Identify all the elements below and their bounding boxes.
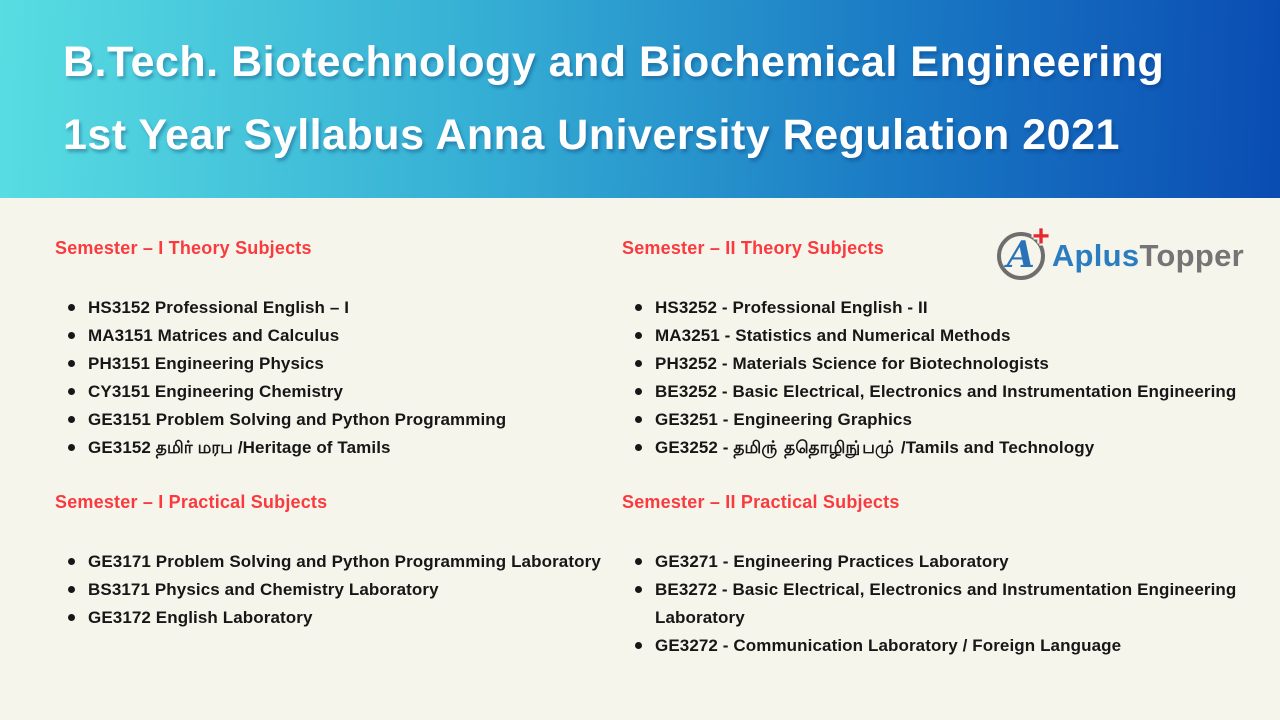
bullet-dot-icon xyxy=(68,416,75,423)
bullet-dot-icon xyxy=(68,332,75,339)
list-item xyxy=(55,576,622,604)
subject-list-sem2-theory xyxy=(622,294,1240,462)
subject-text: CY3151 Engineering Chemistry xyxy=(88,382,344,401)
bullet-dot-icon xyxy=(68,360,75,367)
logo-letter-a: A xyxy=(1006,233,1035,276)
bullet-dot-icon xyxy=(68,558,75,565)
list-item xyxy=(622,294,1240,322)
section-heading-sem1-practical: Semester – I Practical Subjects xyxy=(55,492,328,512)
bullet-dot-icon xyxy=(635,304,642,311)
subject-text: PH3252 - Materials Science for Biotechnologists xyxy=(655,354,1049,373)
bullet-dot-icon xyxy=(635,444,642,451)
section-sem1-practical xyxy=(55,492,622,632)
bullet-dot-icon xyxy=(68,444,75,451)
bullet-dot-icon xyxy=(635,388,642,395)
list-item xyxy=(55,350,622,378)
page-title xyxy=(63,26,1164,172)
bullet-dot-icon xyxy=(68,388,75,395)
content-area xyxy=(0,198,1280,720)
subject-text: MA3151 Matrices and Calculus xyxy=(88,326,340,345)
bullet-dot-icon xyxy=(635,558,642,565)
subject-list-sem2-practical xyxy=(622,548,1240,660)
subject-text: GE3171 Problem Solving and Python Programming Laboratory xyxy=(88,552,601,571)
subject-text: HS3152 Professional English – I xyxy=(88,298,350,317)
bullet-dot-icon xyxy=(635,586,642,593)
list-item xyxy=(55,294,622,322)
bullet-dot-icon xyxy=(635,360,642,367)
bullet-dot-icon xyxy=(68,304,75,311)
plus-icon: + xyxy=(1032,220,1050,253)
logo-wordmark-aplus: Aplus xyxy=(1051,238,1140,273)
subject-text: HS3252 - Professional English - II xyxy=(655,298,928,317)
page-title-line1: B.Tech. Biotechnology and Biochemical Engineering xyxy=(63,38,1165,86)
subject-text: BE3272 - Basic Electrical, Electronics and Instrumentation Engineering Laboratory xyxy=(655,580,1237,627)
bullet-dot-icon xyxy=(635,642,642,649)
subject-text: GE3271 - Engineering Practices Laboratory xyxy=(655,552,1009,571)
list-item xyxy=(622,322,1240,350)
section-sem2-practical xyxy=(622,492,1240,660)
section-sem1-theory xyxy=(55,238,622,462)
list-item xyxy=(55,378,622,406)
list-item xyxy=(622,632,1240,660)
aplustopper-logo xyxy=(997,220,1244,280)
list-item xyxy=(55,406,622,434)
page-title-line2: 1st Year Syllabus Anna University Regulation 2021 xyxy=(63,111,1120,159)
list-item xyxy=(622,406,1240,434)
subject-text: BS3171 Physics and Chemistry Laboratory xyxy=(88,580,439,599)
left-column xyxy=(55,238,622,720)
list-item xyxy=(55,322,622,350)
list-item xyxy=(622,378,1240,406)
subject-text: GE3152 தமிர் மரப /Heritage of Tamils xyxy=(88,438,391,457)
subject-text: GE3151 Problem Solving and Python Programming xyxy=(88,410,507,429)
subject-text: MA3251 - Statistics and Numerical Methods xyxy=(655,326,1011,345)
subject-text: GE3252 - தமிரு் ததொழிநு்பமு் /Tamils and Technology xyxy=(655,438,1095,457)
header-banner xyxy=(0,0,1280,198)
subject-list-sem1-theory xyxy=(55,294,622,462)
section-heading-sem2-practical: Semester – II Practical Subjects xyxy=(622,492,900,512)
bullet-dot-icon xyxy=(635,332,642,339)
list-item xyxy=(55,434,622,462)
aplus-badge-icon xyxy=(997,220,1050,280)
right-column xyxy=(622,233,1240,720)
list-item xyxy=(622,548,1240,576)
bullet-dot-icon xyxy=(68,586,75,593)
list-item xyxy=(55,604,622,632)
subject-text: GE3251 - Engineering Graphics xyxy=(655,410,913,429)
subject-text: PH3151 Engineering Physics xyxy=(88,354,324,373)
bullet-dot-icon xyxy=(68,614,75,621)
logo-wordmark xyxy=(1052,238,1244,274)
list-item xyxy=(622,576,1240,632)
subject-list-sem1-practical xyxy=(55,548,622,632)
bullet-dot-icon xyxy=(635,416,642,423)
list-item xyxy=(622,434,1240,462)
subject-text: GE3272 - Communication Laboratory / Foreign Language xyxy=(655,636,1122,655)
section-heading-sem2-theory: Semester – II Theory Subjects xyxy=(622,238,884,258)
section-heading-sem1-theory: Semester – I Theory Subjects xyxy=(55,238,312,258)
subject-text: GE3172 English Laboratory xyxy=(88,608,313,627)
subject-text: BE3252 - Basic Electrical, Electronics and Instrumentation Engineering xyxy=(655,382,1237,401)
logo-wordmark-topper: Topper xyxy=(1139,238,1244,273)
list-item xyxy=(622,350,1240,378)
list-item xyxy=(55,548,622,576)
